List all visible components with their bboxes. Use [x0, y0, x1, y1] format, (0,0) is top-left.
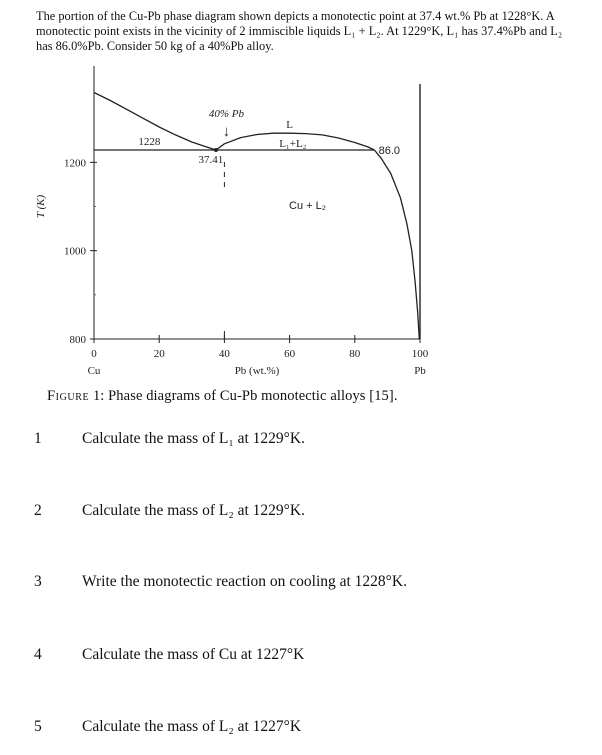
liquidus-right-curve: [374, 150, 419, 339]
alloy-label: 40% Pb: [208, 108, 244, 120]
y-tick-label: 800: [69, 334, 86, 346]
l2-comp-label: 86.0: [378, 144, 401, 157]
x-tick-label: 100: [411, 348, 429, 360]
question-number: 1: [34, 430, 42, 447]
region-cu-l2-label: Cu + L₂: [289, 200, 327, 212]
problem-intro: The portion of the Cu-Pb phase diagram shown depicts a monotectic point at 37.4 wt.% Pb at 1228°K. A monotectic point exists in the vicinity of 2 immiscible liquids L₁ + L₂. At 1229°K, L₁ has 37.4%Pb and L₂ has 86.0%Pb. Consider 50 kg of a 40%Pb alloy.: [36, 9, 563, 53]
question-number: 2: [34, 502, 42, 519]
question-number: 4: [34, 646, 42, 663]
caption-text: 1: Phase diagrams of Cu-Pb monotectic alloys [15].: [89, 388, 398, 404]
x-axis-label: Pb (wt.%): [234, 365, 280, 377]
figure-caption: [47, 388, 398, 405]
question-text: Calculate the mass of L₂ at 1229°K.: [82, 502, 305, 519]
x-tick-label: 40: [218, 348, 230, 360]
monotectic-temp-label: 1228: [138, 135, 161, 148]
x-end-label-cu: Cu: [87, 365, 101, 377]
region-l1-l2-label: L₁+L₂: [279, 137, 307, 150]
alloy-arrow-icon: ↓: [222, 124, 231, 140]
y-tick-label: 1000: [64, 245, 86, 258]
question-text: Calculate the mass of L₂ at 1227°K: [82, 718, 302, 735]
x-tick-label: 80: [349, 348, 361, 360]
y-tick-label: 1200: [64, 157, 86, 170]
y-axis-label: T (K): [35, 194, 47, 219]
monotectic-comp-label: 37.41: [198, 153, 224, 166]
question-text: Calculate the mass of L₁ at 1229°K.: [82, 430, 305, 447]
figure-word: Figure: [47, 388, 90, 404]
question-number: 5: [34, 718, 42, 735]
x-tick-label: 20: [153, 348, 165, 360]
question-text: Calculate the mass of Cu at 1227°K: [82, 646, 305, 663]
x-end-label-pb: Pb: [414, 365, 426, 377]
annotations: [138, 108, 400, 339]
question-number: 3: [34, 573, 42, 590]
phase-curves: [94, 93, 419, 340]
x-tick-label: 60: [284, 348, 296, 360]
monotectic-point-marker: [214, 148, 218, 152]
region-l-label: L: [286, 119, 293, 131]
question-text: Write the monotectic reaction on cooling at 1228°K.: [82, 573, 407, 590]
x-tick-label: 0: [91, 348, 97, 360]
